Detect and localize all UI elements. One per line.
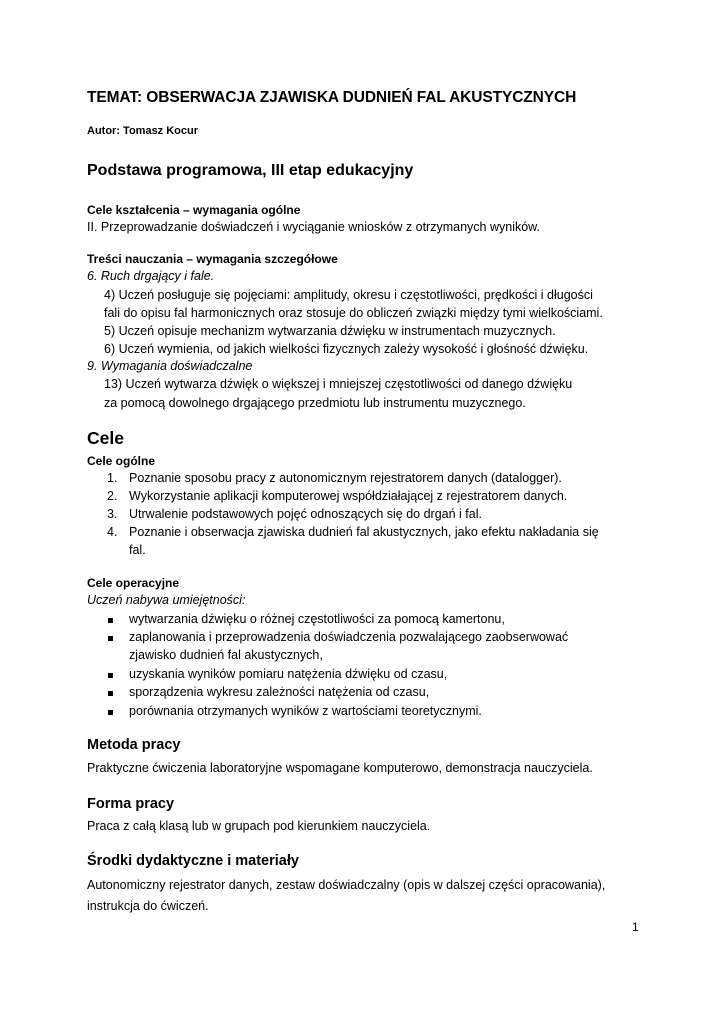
author-line: Autor: Tomasz Kocur	[87, 125, 199, 137]
list-item-text: Wykorzystanie aplikacji komputerowej współdziałającej z rejestratorem danych.	[129, 489, 568, 503]
page-number: 1	[632, 920, 639, 934]
list-item-text: Poznanie sposobu pracy z autonomicznym rejestratorem danych (datalogger).	[129, 471, 562, 485]
metoda-heading: Metoda pracy	[87, 737, 181, 753]
requirement-5: 5) Uczeń opisuje mechanizm wytwarzania dźwięku w instrumentach muzycznych.	[104, 324, 556, 338]
bullet-item-text: sporządzenia wykresu zależności natężenia od czasu,	[129, 685, 430, 699]
section-6-label: 6. Ruch drgający i fale.	[87, 269, 215, 283]
requirement-4-line1: 4) Uczeń posługuje się pojęciami: amplitudy, okresu i częstotliwości, prędkości i długości	[104, 288, 593, 302]
cele-operacyjne-heading: Cele operacyjne	[87, 576, 180, 590]
requirement-13-line2: za pomocą dowolnego drgającego przedmiotu lub instrumentu muzycznego.	[104, 396, 526, 410]
list-item-number: 1.	[107, 471, 118, 485]
tresci-heading: Treści nauczania – wymagania szczegółowe	[87, 252, 338, 266]
list-item-text: Poznanie i obserwacja zjawiska dudnień fal akustycznych, jako efektu nakładania się	[129, 525, 599, 539]
bullet-item-text-continuation: zjawisko dudnień fal akustycznych,	[129, 648, 323, 662]
cele-ksztalcenia-heading: Cele kształcenia – wymagania ogólne	[87, 203, 301, 217]
square-bullet-icon	[108, 636, 113, 641]
cele-heading: Cele	[87, 428, 124, 448]
requirement-4-line2: fali do opisu fal harmonicznych oraz stosuje do obliczeń związki między tymi wielkościami.	[104, 306, 603, 320]
metoda-text: Praktyczne ćwiczenia laboratoryjne wspomagane komputerowo, demonstracja nauczyciela.	[87, 761, 593, 775]
cele-ksztalcenia-text: II. Przeprowadzanie doświadczeń i wyciąganie wniosków z otrzymanych wyników.	[87, 220, 540, 234]
list-item-number: 3.	[107, 507, 118, 521]
bullet-item-text: zaplanowania i przeprowadzenia doświadczenia pozwalającego zaobserwować	[129, 630, 569, 644]
square-bullet-icon	[108, 691, 113, 696]
cele-ogolne-heading: Cele ogólne	[87, 454, 156, 468]
square-bullet-icon	[108, 618, 113, 623]
requirement-6: 6) Uczeń wymienia, od jakich wielkości fizycznych zależy wysokość i głośność dźwięku.	[104, 342, 589, 356]
requirement-13-line1: 13) Uczeń wytwarza dźwięk o większej i mniejszej częstotliwości od danego dźwięku	[104, 377, 573, 391]
list-item-text: Utrwalenie podstawowych pojęć odnoszących się do drgań i fal.	[129, 507, 482, 521]
list-item-number: 2.	[107, 489, 118, 503]
square-bullet-icon	[108, 710, 113, 715]
list-item-text-continuation: fal.	[129, 543, 146, 557]
podstawa-heading: Podstawa programowa, III etap edukacyjny	[87, 162, 414, 179]
forma-heading: Forma pracy	[87, 796, 175, 812]
section-9-label: 9. Wymagania doświadczalne	[87, 359, 253, 373]
bullet-item-text: porównania otrzymanych wyników z wartościami teoretycznymi.	[129, 704, 482, 718]
bullet-item-text: wytwarzania dźwięku o różnej częstotliwości za pomocą kamertonu,	[129, 612, 505, 626]
forma-text: Praca z całą klasą lub w grupach pod kierunkiem nauczyciela.	[87, 819, 431, 833]
bullet-item-text: uzyskania wyników pomiaru natężenia dźwięku od czasu,	[129, 667, 448, 681]
square-bullet-icon	[108, 673, 113, 678]
srodki-text-line2: instrukcja do ćwiczeń.	[87, 899, 209, 913]
list-item-number: 4.	[107, 525, 118, 539]
srodki-heading: Środki dydaktyczne i materiały	[87, 853, 299, 869]
srodki-text-line1: Autonomiczny rejestrator danych, zestaw doświadczalny (opis w dalszej części opracowania),	[87, 878, 606, 892]
document-title: TEMAT: OBSERWACJA ZJAWISKA DUDNIEŃ FAL AKUSTYCZNYCH	[87, 89, 577, 106]
cele-operacyjne-intro: Uczeń nabywa umiejętności:	[87, 593, 246, 607]
